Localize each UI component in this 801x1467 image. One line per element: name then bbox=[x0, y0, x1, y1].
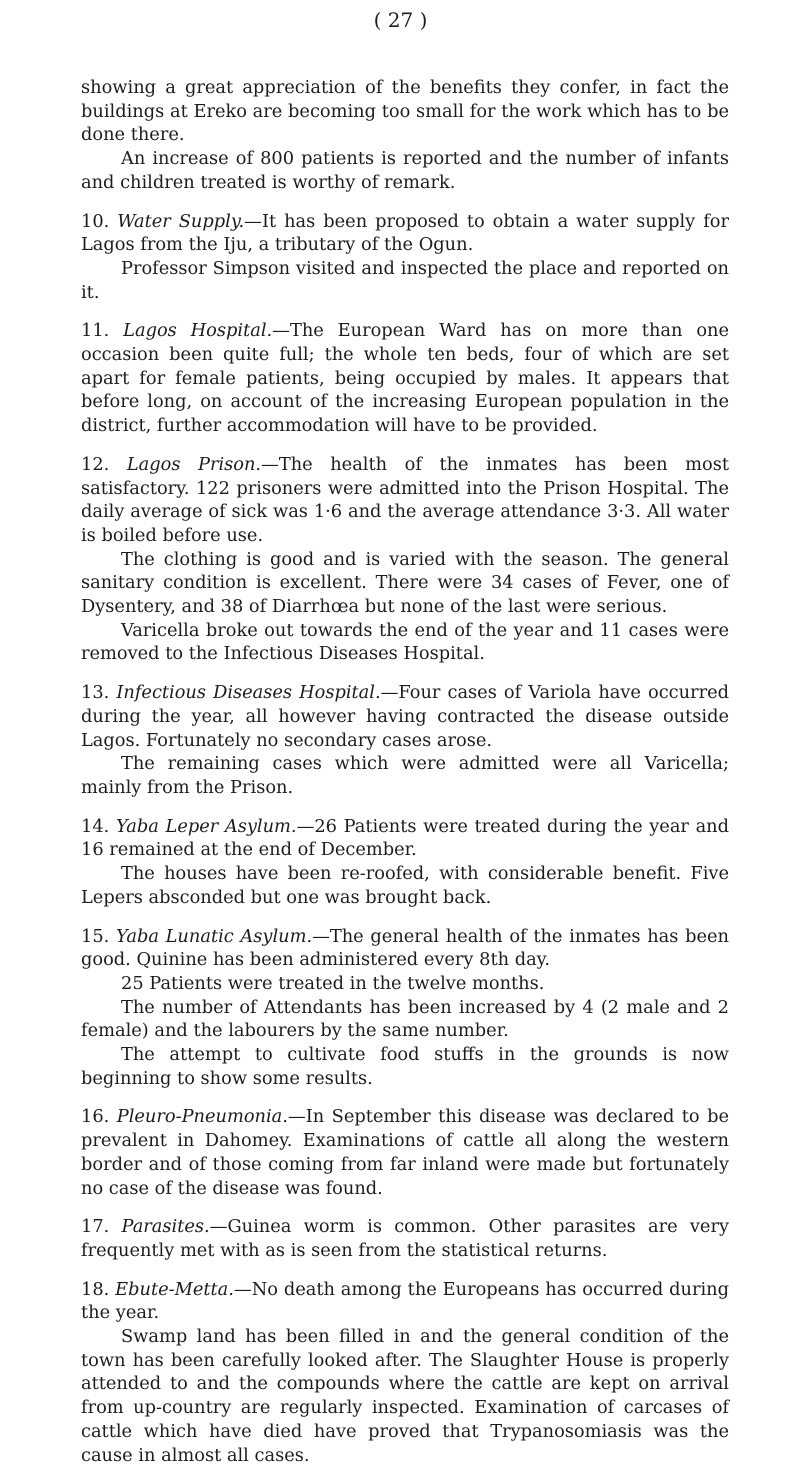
section-number: 10. bbox=[81, 210, 110, 232]
page-number: ( 27 ) bbox=[373, 8, 428, 32]
paragraph: The number of Attendants has been increased by 4 (2 male and 2 female) and the labourers by the same number. bbox=[81, 996, 729, 1042]
section-lead-paragraph bbox=[81, 453, 729, 548]
section-heading: Lagos Hospital. bbox=[123, 320, 273, 342]
section-heading: Parasites. bbox=[121, 1216, 210, 1238]
section-lead-text: —The health of the inmates has been most satisfactory. 122 prisoners were admitted into the Prison Hospital. The daily average of sick was 1·6 and the average attendance 3·3. All water is boiled before use. bbox=[81, 453, 730, 546]
section-number: 12. bbox=[81, 453, 110, 475]
section-lead-paragraph bbox=[81, 1215, 729, 1262]
section-heading: Yaba Leper Asylum. bbox=[115, 815, 297, 837]
section-lead-text: —In September this disease was declared to be prevalent in Dahomey. Examinations of cattle all along the western border and of those coming from far inland were made but fortunately no case of the disease was found. bbox=[81, 1106, 729, 1199]
section-number: 15. bbox=[81, 925, 110, 947]
section-lead-text: —Guinea worm is common. Other parasites are very frequently met with as is seen from the statistical returns. bbox=[81, 1216, 729, 1261]
section-lead-text: —26 Patients were treated during the year and 16 remained at the end of December. bbox=[81, 815, 730, 861]
paragraph: The remaining cases which were admitted were all Varicella; mainly from the Prison. bbox=[81, 753, 729, 798]
section-lead-paragraph bbox=[81, 681, 729, 752]
paragraph: showing a great appreciation of the benefits they confer, in fact the buildings at Ereko are becoming too small for the work which has to be done there. bbox=[81, 77, 729, 146]
section-number: 13. bbox=[81, 682, 110, 704]
section-heading: Ebute-Metta. bbox=[115, 1278, 234, 1300]
section-lead-paragraph bbox=[81, 1105, 729, 1200]
section-lead-paragraph bbox=[81, 815, 729, 862]
section-number: 11. bbox=[81, 320, 110, 342]
paragraph: The attempt to cultivate food stuffs in the grounds is now beginning to show some results. bbox=[81, 1044, 729, 1089]
section-number: 16. bbox=[81, 1106, 110, 1128]
section-lead-paragraph bbox=[81, 1278, 729, 1325]
section-heading: Lagos Prison. bbox=[126, 453, 262, 475]
section-number: 18. bbox=[81, 1278, 110, 1300]
paragraph: The clothing is good and is varied with the season. The general sanitary condition is excellent. There were 34 cases of Fever, one of Dysentery, and 38 of Diarrhœa but none of the last were serious. bbox=[81, 548, 729, 618]
section-heading: Pleuro-Pneumonia. bbox=[116, 1106, 288, 1128]
section-number: 17. bbox=[81, 1216, 110, 1238]
paragraph: Professor Simpson visited and inspected the place and reported on it. bbox=[81, 257, 729, 303]
section-heading: Infectious Diseases Hospital. bbox=[116, 682, 381, 704]
section-lead-text: —The general health of the inmates has been good. Quinine has been administered every 8th day. bbox=[81, 925, 729, 971]
section-lead-paragraph bbox=[81, 319, 729, 438]
section-heading: Water Supply. bbox=[117, 210, 245, 232]
paragraph: 25 Patients were treated in the twelve months. bbox=[121, 972, 545, 994]
paragraph: The houses have been re-roofed, with considerable benefit. Five Lepers absconded but one was brought back. bbox=[81, 863, 729, 908]
section-lead-paragraph bbox=[81, 925, 729, 972]
section-lead-text: —Four cases of Variola have occurred during the year, all however having contracted the disease outside Lagos. Fortunately no secondary cases arose. bbox=[81, 682, 729, 751]
paragraph: Swamp land has been filled in and the general condition of the town has been carefully looked after. The Slaughter House is properly attended to and the compounds where the cattle are kept on arrival from up-country are regularly inspected. Examination of carcases of cattle which have died have proved that Trypanosomiasis was the cause in almost all cases. bbox=[81, 1326, 729, 1466]
paragraph: Varicella broke out towards the end of the year and 11 cases were removed to the Infectious Diseases Hospital. bbox=[81, 619, 729, 665]
section-lead-text: —It has been proposed to obtain a water supply for Lagos from the Iju, a tributary of the Ogun. bbox=[81, 210, 729, 256]
section-lead-text: —No death among the Europeans has occurred during the year. bbox=[81, 1278, 729, 1324]
section-number: 14. bbox=[81, 815, 110, 837]
body-text bbox=[81, 76, 729, 1467]
paragraph: An increase of 800 patients is reported and the number of infants and children treated is worthy of remark. bbox=[81, 148, 729, 193]
section-heading: Yaba Lunatic Asylum. bbox=[115, 925, 313, 947]
section-lead-text: —The European Ward has on more than one occasion been quite full; the whole ten beds, four of which are set apart for female patients, being occupied by males. It appears that before long, on account of the increasing European population in the district, further accommodation will have to be provided. bbox=[81, 320, 730, 437]
section-lead-paragraph bbox=[81, 210, 729, 257]
